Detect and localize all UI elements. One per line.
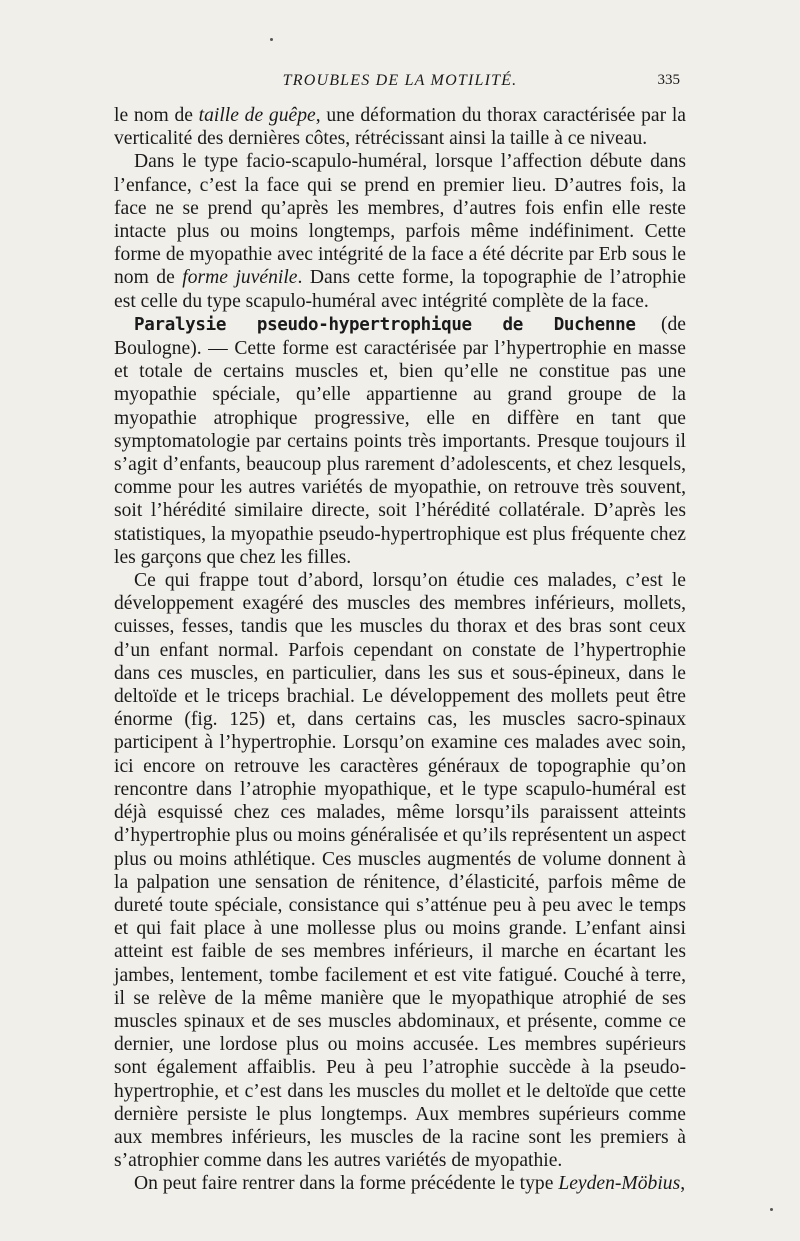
italic-term: Leyden-Möbius bbox=[558, 1173, 681, 1195]
paragraph bbox=[114, 313, 686, 569]
paragraph bbox=[114, 569, 686, 1172]
paragraph-text: le nom de bbox=[114, 105, 199, 126]
italic-term: forme juvénile bbox=[182, 267, 298, 289]
paper-speck bbox=[770, 1208, 773, 1211]
page-header bbox=[0, 72, 800, 96]
running-title: TROUBLES DE LA MOTILITÉ. bbox=[282, 72, 518, 89]
page-number: 335 bbox=[657, 72, 680, 88]
body-text bbox=[114, 104, 686, 1196]
paragraph bbox=[114, 1172, 686, 1195]
paragraph-text: , une déformation du thorax caractérisée par la verticalité des dernières côtes, rétrécissant ainsi la taille à ce niveau. bbox=[114, 105, 687, 150]
italic-term: taille de guêpe bbox=[198, 105, 316, 126]
paragraph-text: Ce qui frappe tout d’abord, lorsqu’on étudie ces malades, c’est le développement exagéré des muscles des membres inférieurs, mollets, cuisses, fesses, tandis que les muscles du thorax et des bras sont ceux d’un enfant normal. Parfois cependant on constate de l’hypertrophie dans ces muscles, en particulier, dans les sus et sous-épineux, dans le deltoïde et le triceps brachial. Le développement des mollets peut être énorme (fig. 125) et, dans certains cas, les muscles sacro-spinaux participent à l’hypertrophie. Lorsqu’on examine ces malades avec soin, ici encore on retrouve les caractères généraux de topographie qu’on rencontre dans l’atrophie myopathique, et le type scapulo-huméral est déjà esquissé chez ces malades, même lorsqu’ils paraissent atteints d’hypertrophie plus ou moins généralisée et qu’ils représentent un aspect plus ou moins athlétique. Ces muscles augmentés de volume donnent à la palpation une sensation de rénitence, d’élasticité, parfois même de dureté toute spéciale, consistance qui s’atténue peu à peu avec le temps et qui fait place à une mollesse plus ou moins grande. L’enfant ainsi atteint est faible de ses membres inférieurs, il marche en écartant les jambes, lentement, tombe facilement et est vite fatigué. Couché à terre, il se relève de la même manière que le myopathique atrophié de ses muscles spinaux et de ses muscles abdominaux, et présente, comme ce dernier, une lordose plus ou moins accusée. Les membres supérieurs sont également affaiblis. Peu à peu l’atrophie succède à la pseudo-hypertrophie, et c’est dans les muscles du mollet et le deltoïde que cette dernière persiste le plus longtemps. Aux membres supérieurs comme aux membres inférieurs, les muscles de la racine sont les premiers à s’atrophier comme dans les autres variétés de myopathie. bbox=[114, 570, 686, 1172]
section-heading: Paralysie pseudo-hypertrophique de Duchenne bbox=[134, 314, 636, 335]
paragraph-text: , bbox=[680, 1173, 686, 1195]
paragraph-text: On peut faire rentrer dans la forme précédente le type bbox=[134, 1173, 559, 1195]
paragraph bbox=[114, 150, 686, 312]
paragraph-text: Dans le type facio-scapulo-huméral, lorsque l’affection débute dans l’enfance, c’est la face qui se prend en premier lieu. D’autres fois, la face ne se prend qu’après les membres, d’autres fois enfin elle reste intacte plus ou moins longtemps, parfois même indéfiniment. Cette forme de myopathie avec intégrité de la face a été décrite par Erb sous le nom de bbox=[114, 151, 686, 289]
paragraph-text: . Dans cette forme, la topographie de l’atrophie est celle du type scapulo-huméral avec intégrité complète de la face. bbox=[114, 267, 686, 312]
paragraph bbox=[114, 104, 686, 150]
paper-speck bbox=[270, 38, 273, 41]
paragraph-text: (de Boulogne). — Cette forme est caractérisée par l’hypertrophie en masse et totale de certains muscles et, bien qu’elle ne constitue pas une myopathie spéciale, qu’elle appartienne au grand groupe de la myopathie atrophique progressive, elle en diffère en tant que symptomatologie par certains points très importants. Presque toujours il s’agit d’enfants, beaucoup plus rarement d’adolescents, et chez lesquels, comme pour les autres variétés de myopathie, on retrouve très souvent, soit l’hérédité similaire directe, soit l’hérédité collatérale. D’après les statistiques, la myopathie pseudo-hypertrophique est plus fréquente chez les garçons que chez les filles. bbox=[114, 313, 686, 568]
